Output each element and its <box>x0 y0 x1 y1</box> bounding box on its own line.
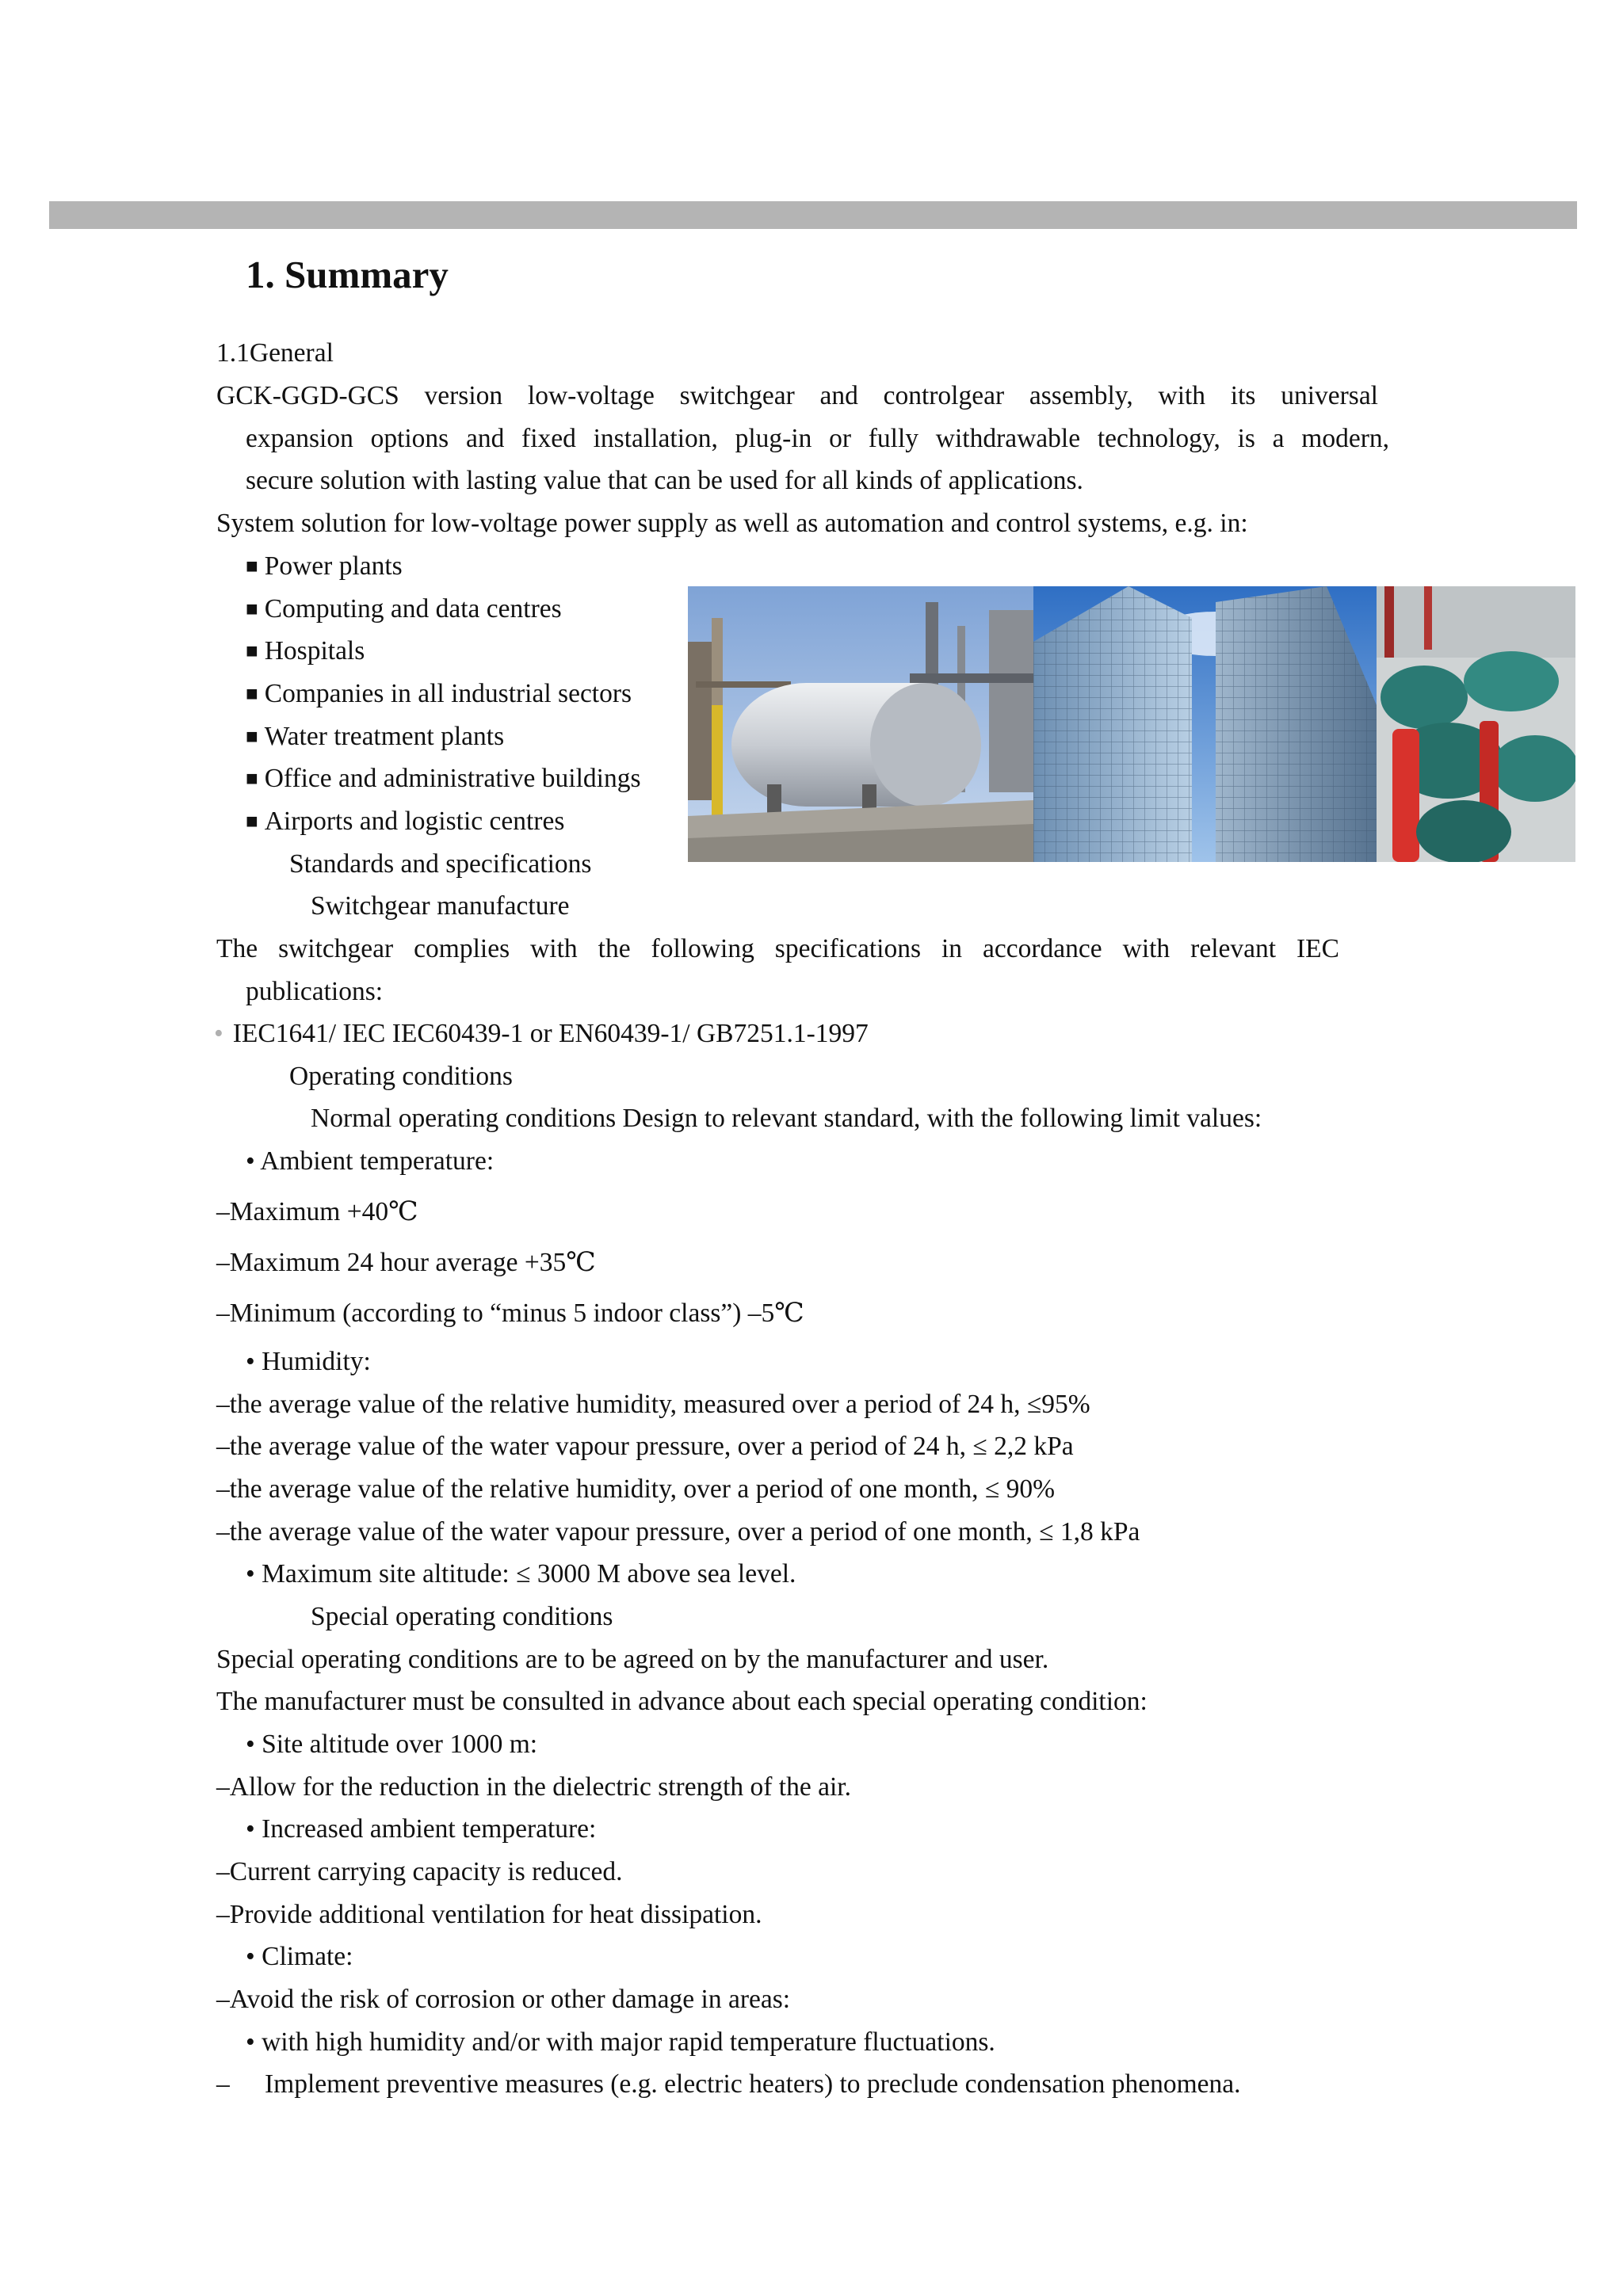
standards-para-line-2: publications: <box>246 977 384 1006</box>
special-line-2: The manufacturer must be consulted in advance about each special operating condition: <box>216 1687 1148 1716</box>
list-item <box>246 596 562 623</box>
humidity-label: • Humidity: <box>246 1347 371 1376</box>
list-item-label: Power plants <box>264 551 403 581</box>
intro-line-4: System solution for low-voltage power supply as well as automation and control systems, e.g. in: <box>216 509 1248 538</box>
list-item-label: Water treatment plants <box>264 722 505 751</box>
list-item-label: Companies in all industrial sectors <box>264 679 632 708</box>
climate-label: • Climate: <box>246 1942 353 1971</box>
list-item <box>246 765 641 792</box>
spec-text: IEC1641/ IEC IEC60439-1 or EN60439-1/ GB7251.1-1997 <box>232 1019 869 1048</box>
square-bullet-icon: ■ <box>246 555 258 578</box>
list-item-label: Office and administrative buildings <box>264 764 641 793</box>
intro-line-1: GCK-GGD-GCS version low-voltage switchgear and controlgear assembly, with its universal <box>216 381 1378 410</box>
industrial-plant-photo <box>688 586 1033 862</box>
normal-operating-line: Normal operating conditions Design to relevant standard, with the following limit values: <box>311 1104 1262 1133</box>
standards-para-line-1: The switchgear complies with the following specifications in accordance with relevant IEC <box>216 934 1339 963</box>
list-item-label: Airports and logistic centres <box>264 807 565 836</box>
list-item-label: Hospitals <box>264 636 365 666</box>
site-altitude-note: –Allow for the reduction in the dielectric strength of the air. <box>216 1772 851 1802</box>
section-title: 1. Summary <box>246 253 449 296</box>
humidity-line-1: –the average value of the relative humidity, measured over a period of 24 h, ≤95% <box>216 1390 1090 1419</box>
site-altitude-label: • Site altitude over 1000 m: <box>246 1730 538 1759</box>
special-heading: Special operating conditions <box>311 1602 613 1631</box>
office-towers-photo <box>1033 586 1377 862</box>
bullet-icon: • <box>214 1019 223 1048</box>
switchgear-manufacture-heading: Switchgear manufacture <box>311 891 570 921</box>
ambient-avg: –Maximum 24 hour average +35℃ <box>216 1248 596 1277</box>
preventive-dash: – <box>216 2069 230 2099</box>
square-bullet-icon: ■ <box>246 682 258 705</box>
list-item <box>246 553 403 580</box>
increased-temp-note-2: –Provide additional ventilation for heat dissipation. <box>216 1900 762 1929</box>
square-bullet-icon: ■ <box>246 725 258 748</box>
increased-temp-note-1: –Current carrying capacity is reduced. <box>216 1857 623 1886</box>
square-bullet-icon: ■ <box>246 767 258 790</box>
list-item-label: Computing and data centres <box>264 594 562 624</box>
humidity-fluctuation-line: • with high humidity and/or with major rapid temperature fluctuations. <box>246 2027 995 2057</box>
climate-note: –Avoid the risk of corrosion or other damage in areas: <box>216 1985 791 2014</box>
square-bullet-icon: ■ <box>246 597 258 620</box>
ambient-min: –Minimum (according to “minus 5 indoor class”) –5℃ <box>216 1299 804 1328</box>
list-item <box>246 681 632 707</box>
ambient-label: • Ambient temperature: <box>246 1146 495 1176</box>
list-item <box>246 723 504 750</box>
increased-temp-label: • Increased ambient temperature: <box>246 1814 597 1844</box>
spec-item <box>214 1020 869 1047</box>
humidity-line-4: –the average value of the water vapour pressure, over a period of one month, ≤ 1,8 kPa <box>216 1517 1140 1547</box>
intro-line-3: secure solution with lasting value that can be used for all kinds of applications. <box>246 466 1083 495</box>
altitude-line: • Maximum site altitude: ≤ 3000 M above sea level. <box>246 1559 796 1589</box>
list-item <box>246 808 564 835</box>
application-photos <box>688 586 1575 862</box>
preventive-line: Implement preventive measures (e.g. electric heaters) to preclude condensation phenomena. <box>265 2069 1241 2099</box>
ambient-max: –Maximum +40℃ <box>216 1197 418 1226</box>
operating-heading: Operating conditions <box>289 1062 513 1091</box>
humidity-line-3: –the average value of the relative humidity, over a period of one month, ≤ 90% <box>216 1474 1056 1504</box>
motors-photo <box>1377 586 1575 862</box>
subsection-title: 1.1General <box>216 338 334 368</box>
standards-heading: Standards and specifications <box>289 849 592 879</box>
list-item <box>246 638 365 665</box>
humidity-line-2: –the average value of the water vapour pressure, over a period of 24 h, ≤ 2,2 kPa <box>216 1432 1074 1461</box>
square-bullet-icon: ■ <box>246 639 258 662</box>
special-line-1: Special operating conditions are to be agreed on by the manufacturer and user. <box>216 1645 1049 1674</box>
header-bar <box>49 201 1577 229</box>
square-bullet-icon: ■ <box>246 810 258 833</box>
intro-line-2: expansion options and fixed installation, plug-in or fully withdrawable technology, is a modern, <box>246 424 1389 453</box>
